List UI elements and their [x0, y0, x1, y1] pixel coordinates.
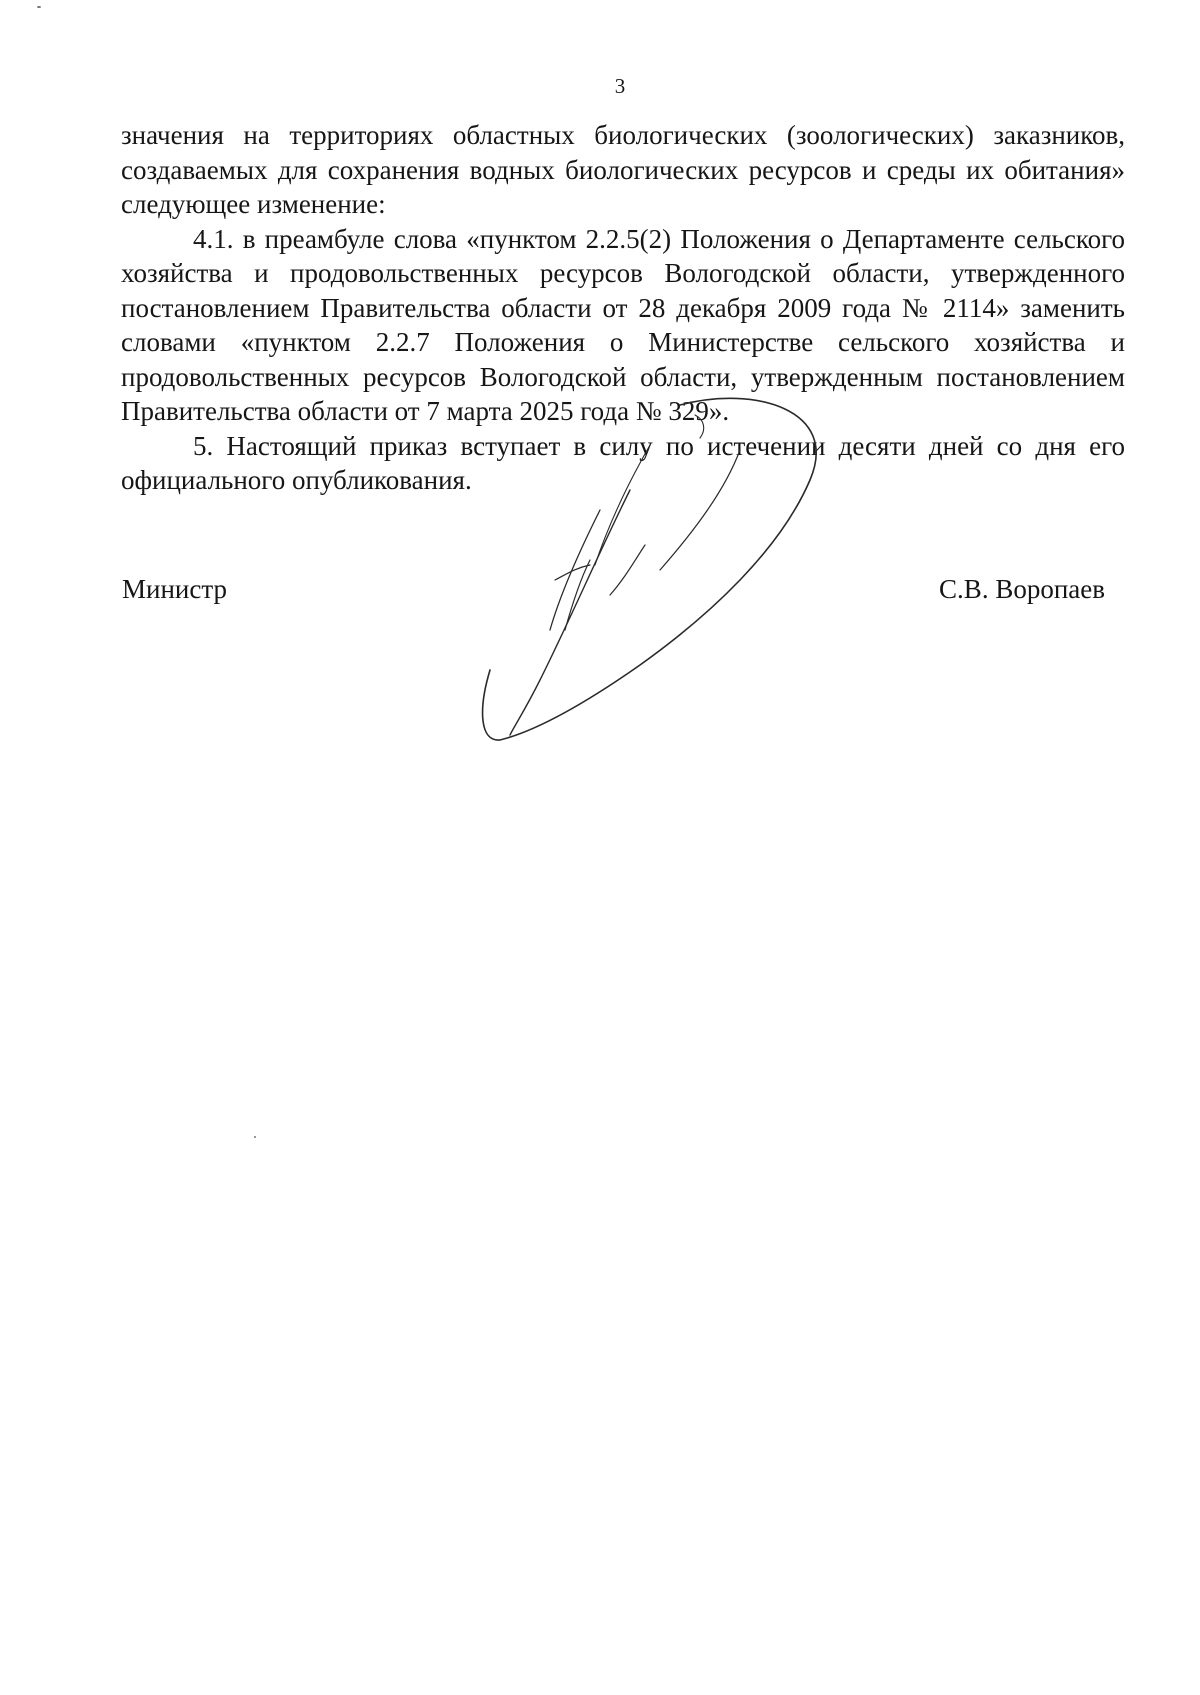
scan-speck	[37, 6, 41, 8]
paragraph-continuation: значения на территориях областных биологических (зоологических) заказников, создаваемых для сохранения водных биологических ресурсов и среды их обитания» следующее изменение:	[121, 120, 1125, 219]
page-number: 3	[614, 74, 626, 98]
scan-speck	[254, 1136, 256, 1138]
handwritten-signature	[480, 380, 840, 780]
paragraph-5: 5. Настоящий приказ вступает в силу по истечении десяти дней со дня его официального опубликования.	[121, 430, 1125, 495]
signatory-name: С.В. Воропаев	[939, 574, 1105, 604]
paragraph-4-1: 4.1. в преамбуле слова «пунктом 2.2.5(2) Положения о Департаменте сельского хозяйства и продовольственных ресурсов Вологодской области, утвержденного постановлением Правительства области от 28 декабря 2009 года № 2114» заменить словами «пунктом 2.2.7 Положения о Министерстве сельского хозяйства и продовольственных ресурсов Вологодской области, утвержденным постановлением Правительства области от 7 марта 2025 года № 329».	[121, 223, 1125, 426]
signatory-title: Министр	[122, 574, 227, 604]
